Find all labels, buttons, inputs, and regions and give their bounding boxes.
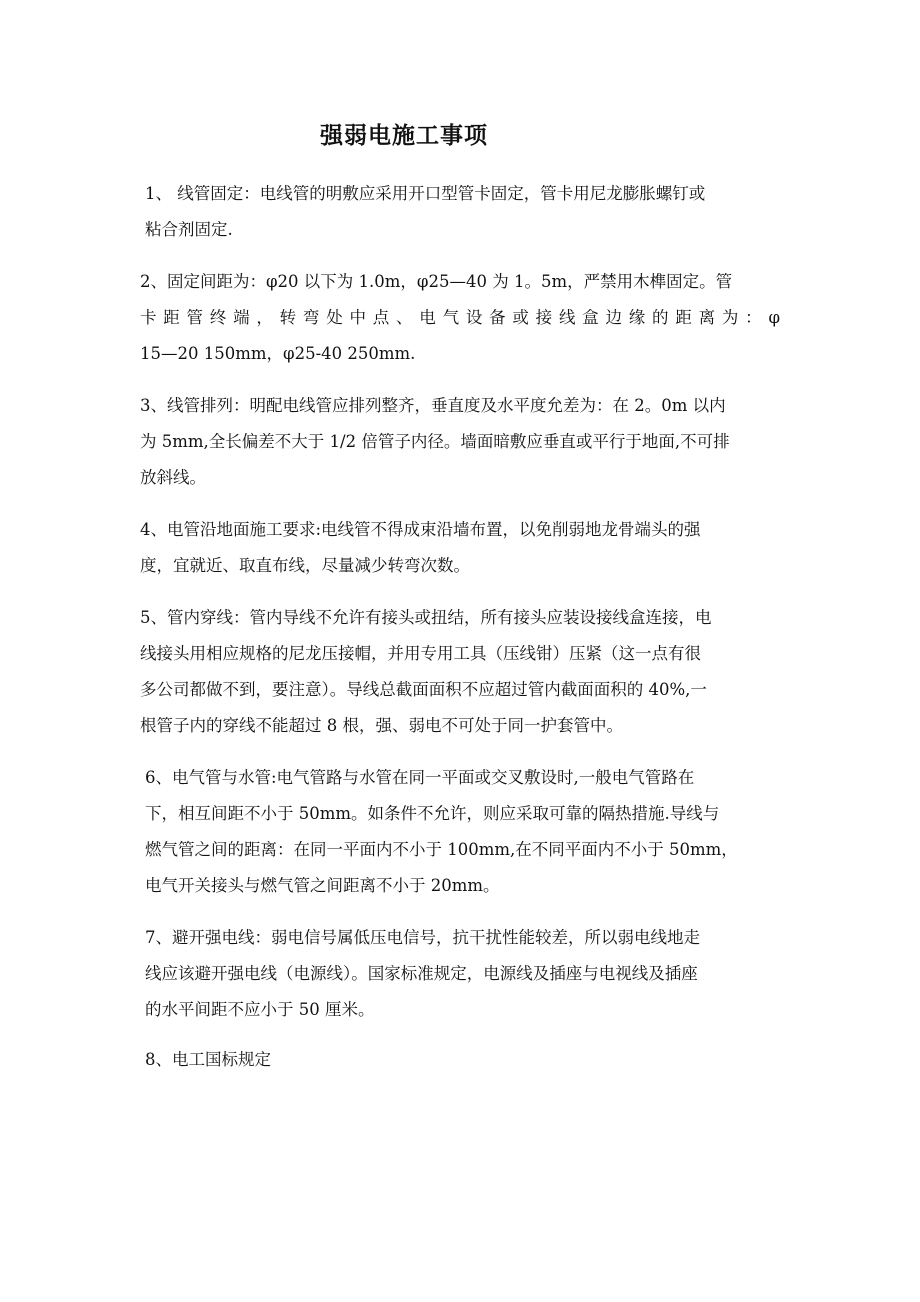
paragraph-line: 的水平间距不应小于 50 厘米。 [145, 1000, 375, 1019]
paragraph-line: 多公司都做不到，要注意）。导线总截面面积不应超过管内截面面积的 40%,一 [140, 680, 707, 699]
paragraph-line: 6、电气管与水管:电气管路与水管在同一平面或交叉敷设时,一般电气管路在 [145, 768, 695, 787]
paragraph-line: 1、 线管固定：电线管的明敷应采用开口型管卡固定，管卡用尼龙膨胀螺钉或 [145, 184, 706, 203]
paragraph-7 [145, 920, 777, 1028]
document-title: 强弱电施工事项 [320, 122, 488, 149]
paragraph-line: 为 5mm,全长偏差不大于 1/2 倍管子内径。墙面暗敷应垂直或平行于地面,不可排 [140, 432, 730, 451]
paragraph-line: 线应该避开强电线（电源线）。国家标准规定，电源线及插座与电视线及插座 [145, 964, 698, 983]
paragraph-line: 根管子内的穿线不能超过 8 根，强、弱电不可处于同一护套管中。 [140, 716, 623, 735]
paragraph-line: 下，相互间距不小于 50mm。如条件不允许，则应采取可靠的隔热措施.导线与 [145, 804, 720, 823]
paragraph-line: 4、电管沿地面施工要求:电线管不得成束沿墙布置，以免削弱地龙骨端头的强 [140, 520, 701, 539]
paragraph-1 [145, 176, 777, 248]
paragraph-5 [140, 600, 780, 744]
paragraph-line: 5、管内穿线：管内导线不允许有接头或扭结，所有接头应装设接线盒连接，电 [140, 608, 712, 627]
paragraph-line: 2、固定间距为：φ20 以下为 1.0m，φ25—40 为 1。5m，严禁用木榫固定。管 [140, 272, 733, 291]
paragraph-3 [140, 388, 780, 496]
paragraph-8 [145, 1042, 777, 1078]
paragraph-line: 度，宜就近、取直布线，尽量减少转弯次数。 [140, 556, 470, 575]
paragraph-line: 线接头用相应规格的尼龙压接帽，并用专用工具（压线钳）压紧（这一点有很 [140, 644, 701, 663]
paragraph-line: 电气开关接头与燃气管之间距离不小于 20mm。 [145, 876, 500, 895]
paragraph-line: 15—20 150mm，φ25-40 250mm. [140, 344, 416, 363]
paragraph-line: 粘合剂固定. [145, 220, 233, 239]
paragraph-line: 7、避开强电线：弱电信号属低压电信号，抗干扰性能较差，所以弱电线地走 [145, 928, 700, 947]
paragraph-line: 3、线管排列：明配电线管应排列整齐，垂直度及水平度允差为：在 2。0m 以内 [140, 396, 726, 415]
paragraph-line: 卡距管终端，转弯处中点、电气设备或接线盒边缘的距离为：φ [140, 308, 780, 327]
paragraph-line: 燃气管之间的距离：在同一平面内不小于 100mm,在不同平面内不小于 50mm， [145, 840, 738, 859]
paragraph-line: 8、电工国标规定 [145, 1050, 271, 1069]
paragraph-2 [140, 264, 780, 372]
paragraph-line: 放斜线。 [140, 468, 206, 487]
paragraph-6 [145, 760, 777, 904]
paragraph-4 [140, 512, 780, 584]
